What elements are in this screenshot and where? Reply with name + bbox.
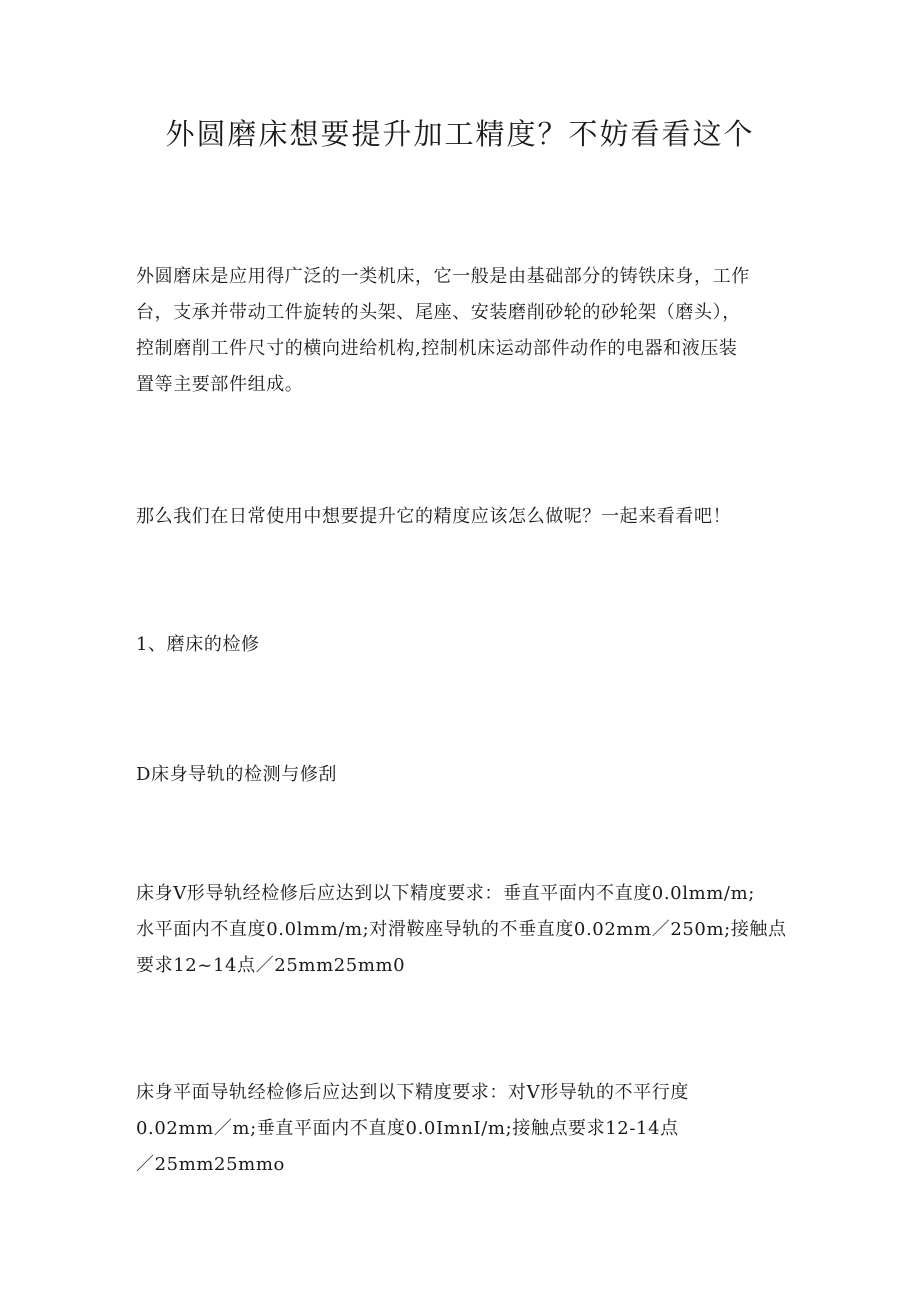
v-guide-line: 床身V形导轨经检修后应达到以下精度要求：垂直平面内不直度0.0lmm/m; bbox=[136, 883, 755, 904]
v-guide-paragraph bbox=[136, 876, 796, 984]
subsection-heading bbox=[136, 757, 796, 793]
question-paragraph bbox=[136, 499, 796, 535]
v-guide-line: 水平面内不直度0.0lmm/m;对滑鞍座导轨的不垂直度0.02mm／250m;接触点 bbox=[136, 919, 787, 940]
intro-line: 外圆磨床是应用得广泛的一类机床，它一般是由基础部分的铸铁床身，工作 bbox=[136, 266, 750, 287]
intro-line: 置等主要部件组成。 bbox=[136, 374, 304, 395]
intro-line: 控制磨削工件尺寸的横向进给机构,控制机床运动部件动作的电器和液压装 bbox=[136, 338, 738, 359]
section-heading bbox=[136, 627, 796, 663]
flat-guide-line: 床身平面导轨经检修后应达到以下精度要求：对V形导轨的不平行度 bbox=[136, 1082, 689, 1103]
question-line: 那么我们在日常使用中想要提升它的精度应该怎么做呢？一起来看看吧！ bbox=[136, 506, 732, 527]
v-guide-line: 要求12~14点／25mm25mm0 bbox=[136, 955, 406, 976]
flat-guide-paragraph bbox=[136, 1075, 796, 1183]
flat-guide-line: 0.02mm／m;垂直平面内不直度0.0ImnI/m;接触点要求12-14点 bbox=[136, 1118, 679, 1139]
subsection-heading-text: D床身导轨的检测与修刮 bbox=[136, 764, 338, 785]
flat-guide-line: ／25mm25mmo bbox=[136, 1154, 285, 1175]
intro-line: 台，支承并带动工件旋转的头架、尾座、安装磨削砂轮的砂轮架（磨头）， bbox=[136, 302, 741, 323]
section-heading-text: 1、磨床的检修 bbox=[136, 634, 260, 655]
intro-paragraph bbox=[136, 259, 796, 403]
page-title: 外圆磨床想要提升加工精度？不妨看看这个 bbox=[165, 117, 755, 151]
